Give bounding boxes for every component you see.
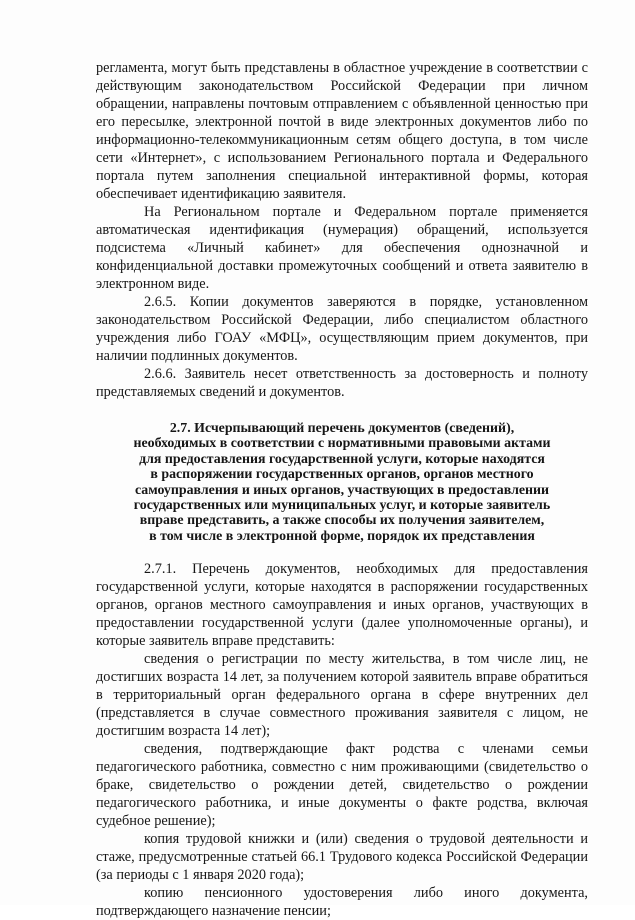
heading-line: вправе представить, а также способы их получения заявителем, [139, 513, 545, 529]
heading-line: государственных или муниципальных услуг, и которые заявитель [133, 498, 551, 514]
list-item-kinship-info: сведения, подтверждающие факт родства с членами семьи педагогического работника, совместно с ним проживающими (свидетельство о браке, свидетельство о рождении детей, свидетельство о рождении педагогического работника, и иные документы о факте родства, включая судебное решение); [96, 741, 588, 830]
list-item-registration-info: сведения о регистрации по месту жительства, в том числе лиц, не достигших возраста 14 лет, за получением которой заявитель вправе обратиться в территориальный орган федерального органа в сфере внутренних дел (представляется в случае совместного проживания заявителя с лицом, не достигшим возраста 14 лет); [96, 651, 588, 740]
paragraph-2-6-6: 2.6.6. Заявитель несет ответственность за достоверность и полноту представляемых сведений и документов. [96, 366, 588, 400]
paragraph-2-6-5: 2.6.5. Копии документов заверяются в порядке, установленном законодательством Российской Федерации, либо специалистом областного учреждения либо ГОАУ «МФЦ», осуществляющим прием документов, при наличии подлинных документов. [96, 294, 588, 364]
paragraph-submission-methods: регламента, могут быть представлены в областное учреждение в соответствии с действующим законодательством Российской Федерации при личном обращении, направлены почтовым отправлением с объявленной ценностью при его пересылке, электронной почтой в виде электронных документов либо по информационно-телекоммуникационным сетям общего доступа, в том числе сети «Интернет», с использованием Регионального портала и Федерального портала путем заполнения специальной интерактивной формы, которая обеспечивает идентификацию заявителя. [96, 60, 588, 202]
section-heading-2-7 [96, 421, 588, 544]
paragraph-portal-identification: На Региональном портале и Федеральном портале применяется автоматическая идентификация (нумерация) обращений, используется подсистема «Личный кабинет» для обеспечения однозначной и конфиденциальной доставки промежуточных сообщений и ответа заявителю в электронном виде. [96, 204, 588, 292]
heading-line: в распоряжении государственных органов, органов местного [150, 467, 534, 483]
list-item-pension-certificate: копию пенсионного удостоверения либо иного документа, подтверждающего назначение пенсии; [96, 885, 588, 920]
heading-line: для предоставления государственной услуги, которые находятся [139, 451, 545, 467]
heading-line: необходимых в соответствии с нормативными правовыми актами [133, 436, 551, 452]
heading-line: 2.7. Исчерпывающий перечень документов (сведений), [169, 421, 515, 436]
heading-line: в том числе в электронной форме, порядок их представления [149, 528, 535, 544]
paragraph-2-7-1: 2.7.1. Перечень документов, необходимых для предоставления государственной услуги, которые находятся в распоряжении государственных органов, органов местного самоуправления и иных органов, участвующих в предоставлении государственной услуги (далее уполномоченные органы), и которые заявитель вправе представить: [96, 561, 588, 650]
document-body [96, 59, 588, 920]
heading-line: самоуправления и иных органов, участвующих в предоставлении [134, 482, 550, 498]
list-item-employment-record: копия трудовой книжки и (или) сведения о трудовой деятельности и стаже, предусмотренные статьей 66.1 Трудового кодекса Российской Федерации (за периоды с 1 января 2020 года); [96, 831, 588, 884]
